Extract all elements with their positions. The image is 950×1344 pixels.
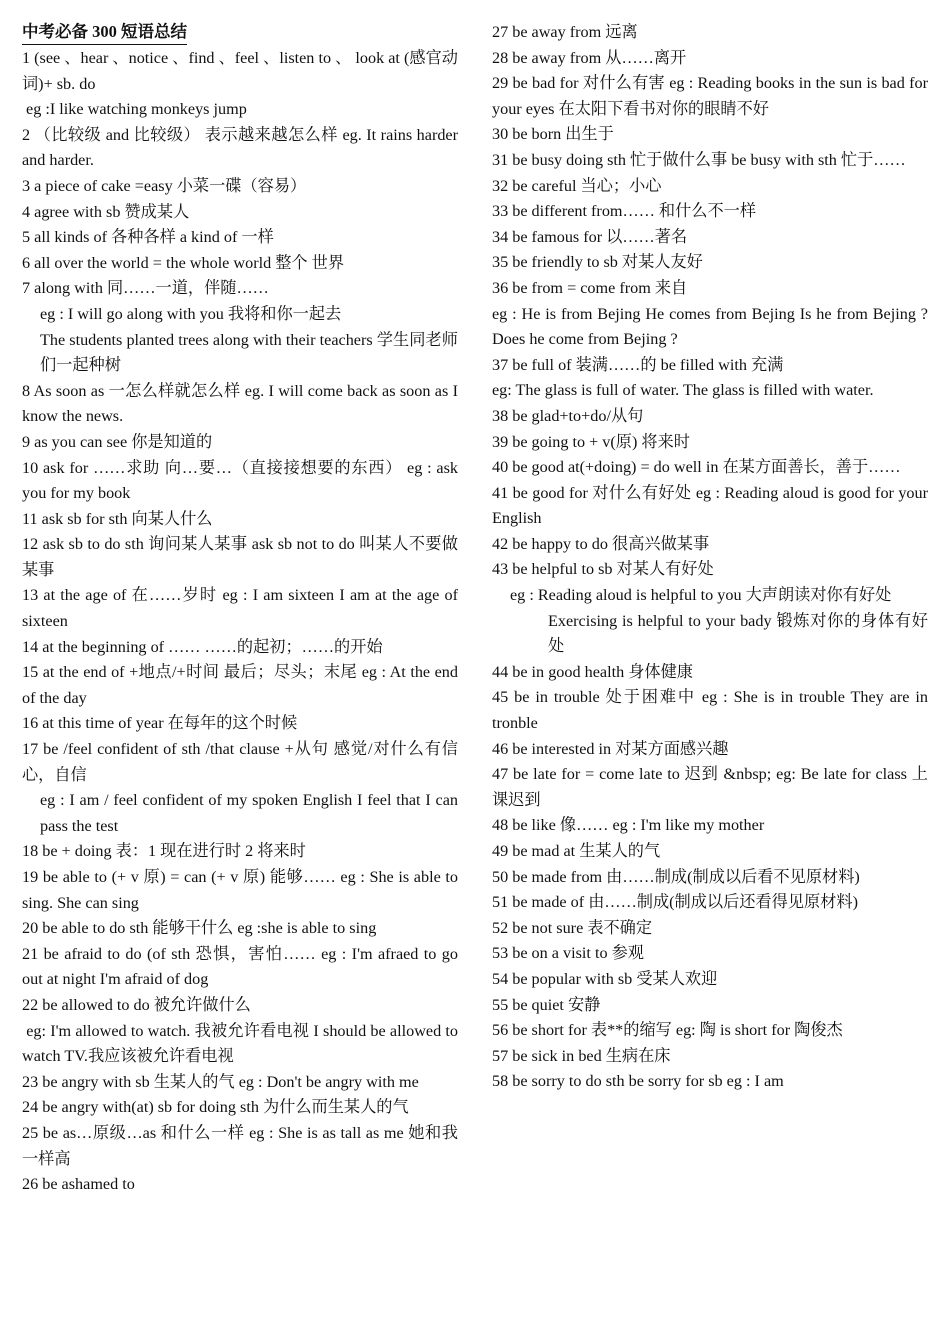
phrase-entry: 32 be careful 当心；小心 xyxy=(492,176,662,195)
phrase-entry: 14 at the beginning of …… ……的起初；……的开始 xyxy=(22,637,383,656)
phrase-entry: 38 be glad+to+do/从句 xyxy=(492,406,644,425)
phrase-entry: 23 be angry with sb 生某人的气 eg : Don't be angry with me xyxy=(22,1072,419,1091)
phrase-entry: 13 at the age of 在……岁时 eg : I am sixteen I am at the age of sixteen xyxy=(22,586,463,631)
phrase-entry: 50 be made from 由……制成(制成以后看不见原材料) xyxy=(492,867,860,886)
phrase-entry: 34 be famous for 以……著名 xyxy=(492,227,688,246)
phrase-entry: 29 be bad for 对什么有害 eg : Reading books in the sun is bad for your eyes 在太阳下看书对你的眼睛不好 xyxy=(492,74,933,118)
phrase-entry: 3 a piece of cake =easy 小菜一碟（容易） xyxy=(22,176,307,195)
phrase-entry: 18 be + doing 表：1 现在进行时 2 将来时 xyxy=(22,842,306,861)
phrase-entry: eg : Reading aloud is helpful to you 大声朗读对你有好处 xyxy=(510,586,892,605)
phrase-entry: 40 be good at(+doing) = do well in 在某方面善长，善于…… xyxy=(492,458,901,477)
phrase-entry: 6 all over the world = the whole world 整个 世界 xyxy=(22,253,345,272)
phrase-entry: 4 agree with sb 赞成某人 xyxy=(22,202,190,221)
phrase-entry: 44 be in good health 身体健康 xyxy=(492,662,693,681)
phrase-entry: 47 be late for = come late to 迟到 &nbsp; eg: Be late for class 上课迟到 xyxy=(492,765,928,809)
phrase-entry: 58 be sorry to do sth be sorry for sb eg : I am xyxy=(492,1072,784,1091)
phrase-entry: 43 be helpful to sb 对某人有好处 xyxy=(492,560,714,579)
phrase-entry: 21 be afraid to do (of sth 恐惧，害怕…… eg : I'm afraed to go out at night I'm afraid of dog xyxy=(22,944,463,989)
phrase-entry: 12 ask sb to do sth 询问某人某事 ask sb not to do 叫某人不要做某事 xyxy=(22,535,458,579)
phrase-entry: Exercising is helpful to your bady 锻炼对你的身体有好处 xyxy=(548,611,928,656)
phrase-entry: 16 at this time of year 在每年的这个时候 xyxy=(22,714,298,733)
document-title: 中考必备 300 短语总结 xyxy=(22,20,187,45)
phrase-entry: 35 be friendly to sb 对某人友好 xyxy=(492,253,703,272)
phrase-entry: 33 be different from…… 和什么不一样 xyxy=(492,202,757,221)
phrase-entry: eg: The glass is full of water. The glass is filled with water. xyxy=(492,381,874,400)
phrase-entry: 26 be ashamed to xyxy=(22,1175,135,1194)
phrase-entry: 42 be happy to do 很高兴做某事 xyxy=(492,534,710,553)
phrase-entry: eg :I like watching monkeys jump xyxy=(22,100,247,119)
phrase-entry: 54 be popular with sb 受某人欢迎 xyxy=(492,969,718,988)
phrase-entry: 27 be away from 远离 xyxy=(492,23,638,41)
phrase-entry: 5 all kinds of 各种各样 a kind of 一样 xyxy=(22,228,274,247)
phrase-entry: 56 be short for 表**的缩写 eg: 陶 is short for 陶俊杰 xyxy=(492,1021,843,1040)
phrase-entry: 10 ask for ……求助 向…要…（直接接想要的东西） eg : ask you for my book xyxy=(22,458,463,503)
phrase-entry: 57 be sick in bed 生病在床 xyxy=(492,1046,671,1065)
phrase-entry: 51 be made of 由……制成(制成以后还看得见原材料) xyxy=(492,893,858,912)
phrase-entry: 2 （比较级 and 比较级） 表示越来越怎么样 eg. It rains harder and harder. xyxy=(22,125,463,170)
phrase-entry: 20 be able to do sth 能够干什么 eg :she is able to sing xyxy=(22,919,377,938)
phrase-entry: 45 be in trouble 处于困难中 eg : She is in trouble They are in tronble xyxy=(492,688,933,733)
phrase-entry: 8 As soon as 一怎么样就怎么样 eg. I will come back as soon as I know the news. xyxy=(22,381,463,426)
phrase-entry: 41 be good for 对什么有好处 eg : Reading aloud is good for your English xyxy=(492,483,933,528)
phrase-entry: 9 as you can see 你是知道的 xyxy=(22,432,213,451)
phrase-entry: 39 be going to + v(原) 将来时 xyxy=(492,432,690,451)
phrase-entry: 49 be mad at 生某人的气 xyxy=(492,842,661,860)
phrase-entry: eg : He is from Bejing He comes from Bejing Is he from Bejing ? Does he come from Bejing ? xyxy=(492,304,933,349)
phrase-entry: 55 be quiet 安静 xyxy=(492,995,601,1014)
right-column xyxy=(492,20,933,1095)
phrase-entry: 30 be born 出生于 xyxy=(492,125,614,144)
phrase-entry: 11 ask sb for sth 向某人什么 xyxy=(22,509,213,528)
phrase-entry: 53 be on a visit to 参观 xyxy=(492,944,644,963)
phrase-entry: 48 be like 像…… eg : I'm like my mother xyxy=(492,816,765,835)
phrase-entry: 17 be /feel confident of sth /that clause +从句 感觉/对什么有信心，自信 xyxy=(22,740,458,784)
phrase-entry: eg : I will go along with you 我将和你一起去 xyxy=(40,304,342,323)
phrase-entry: The students planted trees along with their teachers 学生同老师们一起种树 xyxy=(40,330,458,375)
phrase-entry: 7 along with 同……一道，伴随…… xyxy=(22,279,269,298)
phrase-entry: eg : I am / feel confident of my spoken English I feel that I can pass the test xyxy=(40,791,463,835)
phrase-entry: 22 be allowed to do 被允许做什么 xyxy=(22,995,251,1014)
phrase-entry: 28 be away from 从……离开 xyxy=(492,48,687,67)
phrase-entry: 37 be full of 装满……的 be filled with 充满 xyxy=(492,355,784,374)
phrase-entry: 36 be from = come from 来自 xyxy=(492,278,688,297)
phrase-entry: 31 be busy doing sth 忙于做什么事 be busy with sth 忙于…… xyxy=(492,150,906,169)
left-column xyxy=(22,20,463,1198)
phrase-entry: 25 be as…原级…as 和什么一样 eg : She is as tall as me 她和我一样高 xyxy=(22,1123,458,1168)
phrase-entry: 46 be interested in 对某方面感兴趣 xyxy=(492,739,729,758)
phrase-entry: 15 at the end of +地点/+时间 最后；尽头；末尾 eg : At the end of the day xyxy=(22,663,463,707)
phrase-entry: 1 (see 、hear 、notice 、find 、feel 、listen to 、 look at (感官动词)+ sb. do xyxy=(22,49,458,93)
phrase-entry: 19 be able to (+ v 原) = can (+ v 原) 能够…… eg : She is able to sing. She can sing xyxy=(22,868,463,912)
phrase-entry: eg: I'm allowed to watch. 我被允许看电视 I should be allowed to watch TV.我应该被允许看电视 xyxy=(22,1021,463,1066)
phrase-entry: 52 be not sure 表不确定 xyxy=(492,918,653,937)
phrase-entry: 24 be angry with(at) sb for doing sth 为什么而生某人的气 xyxy=(22,1098,409,1117)
